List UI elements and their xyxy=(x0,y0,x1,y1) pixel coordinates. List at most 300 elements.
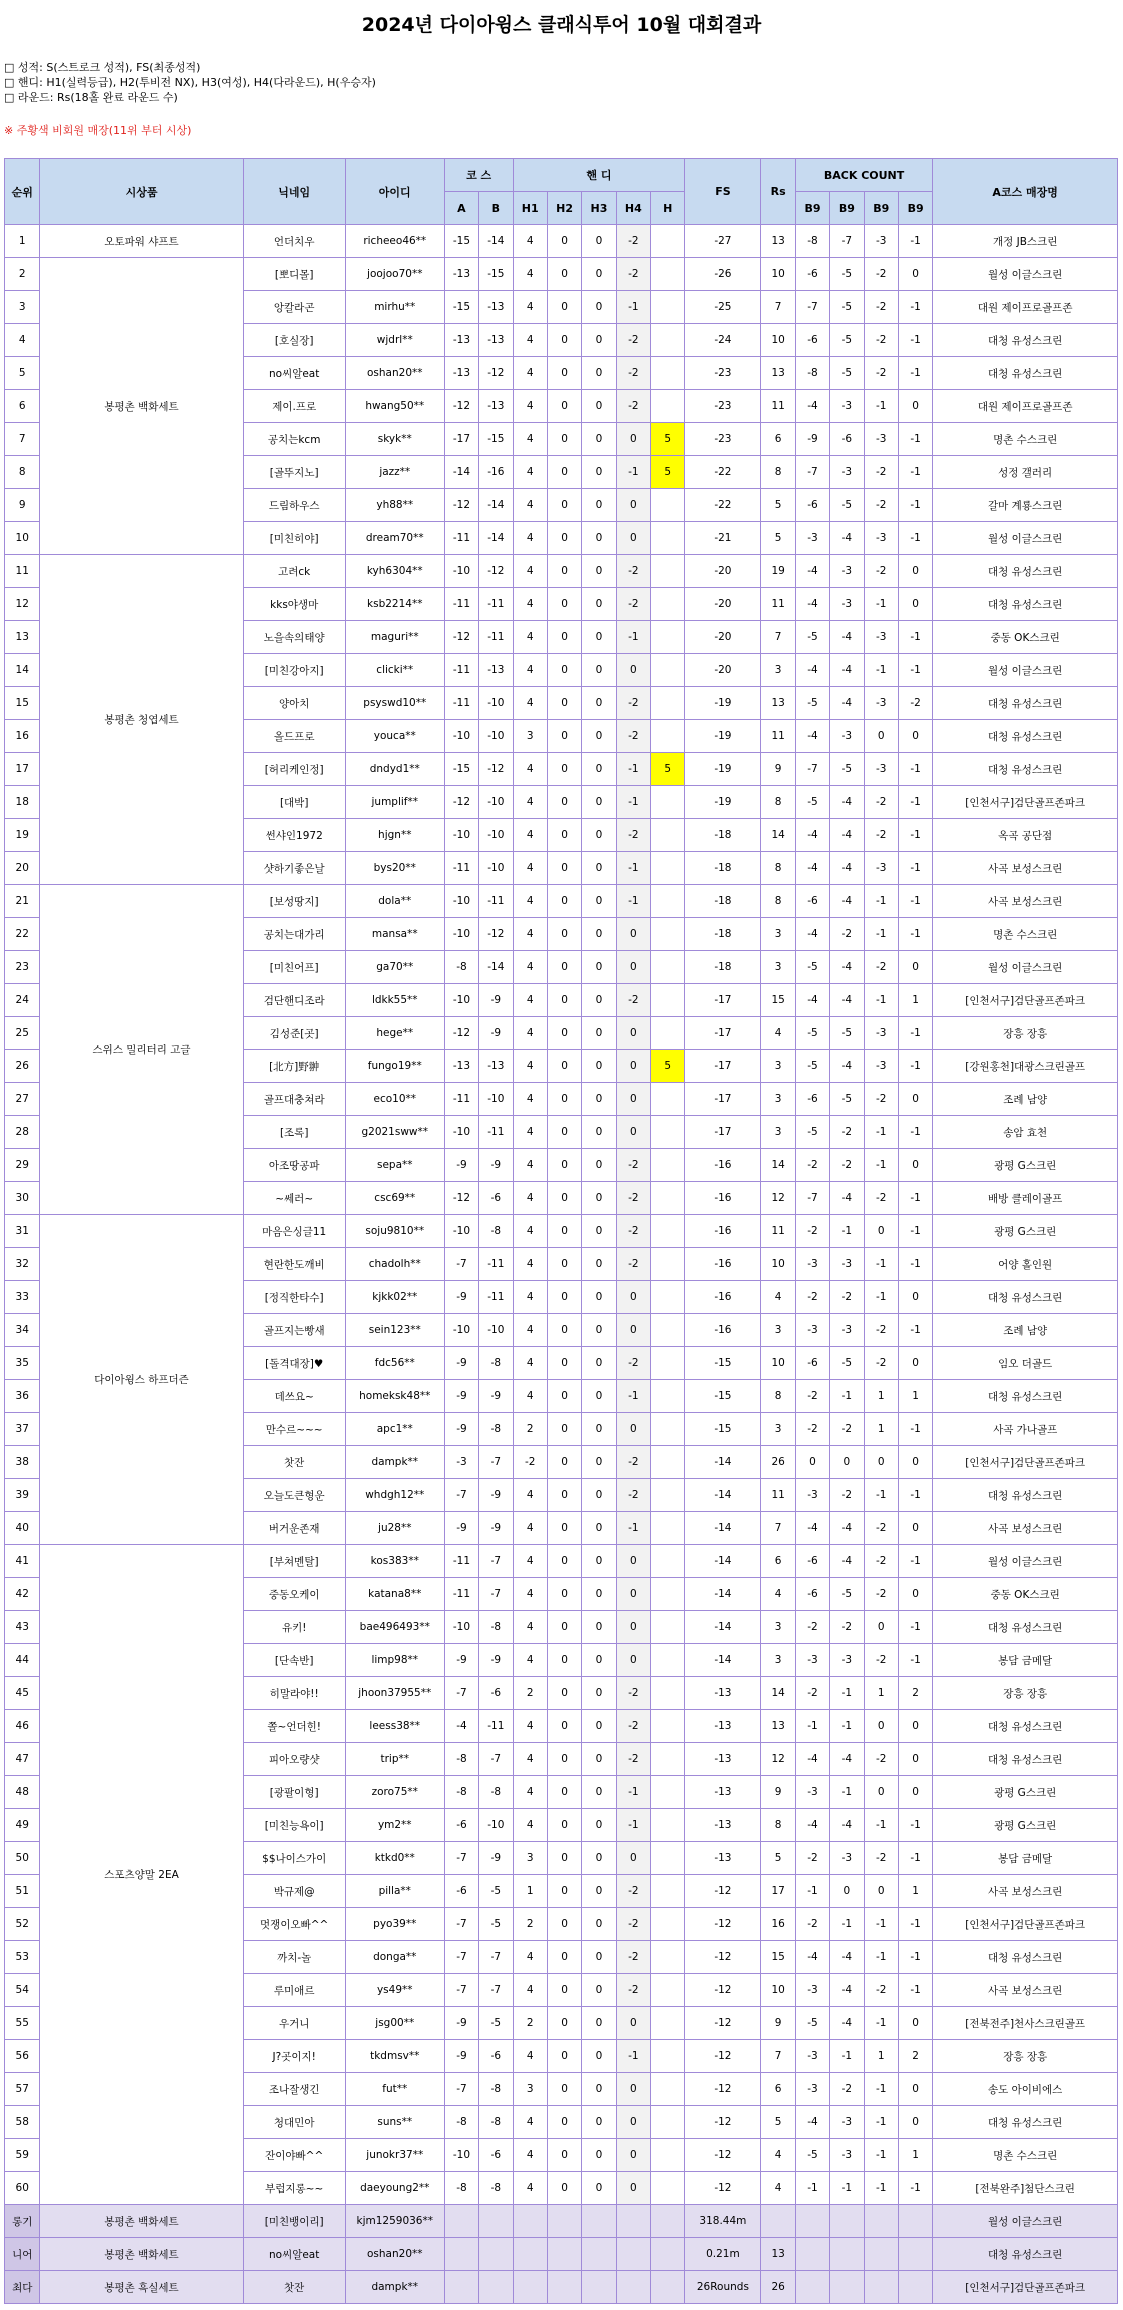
id-cell: dndyd1** xyxy=(345,753,444,786)
h3-cell: 0 xyxy=(582,720,616,753)
b9-4-cell: -1 xyxy=(898,1215,932,1248)
rank-cell: 16 xyxy=(5,720,40,753)
fs-cell: -14 xyxy=(685,1479,761,1512)
a-cell: -10 xyxy=(444,1215,478,1248)
h4-cell: -1 xyxy=(616,1776,650,1809)
b9-2-cell: -5 xyxy=(830,753,864,786)
a-cell: -11 xyxy=(444,1083,478,1116)
h3-cell: 0 xyxy=(582,1281,616,1314)
rank-cell: 15 xyxy=(5,687,40,720)
h-cell xyxy=(651,1644,685,1677)
award-nickname: no씨알eat xyxy=(243,2238,345,2271)
b9-2-cell: -5 xyxy=(830,489,864,522)
h1-cell: 4 xyxy=(513,1776,547,1809)
award-fs: 318.44m xyxy=(685,2205,761,2238)
b9-3-cell: -2 xyxy=(864,357,898,390)
nickname-cell: 버거운존재 xyxy=(243,1512,345,1545)
award-prize: 봉평촌 백화세트 xyxy=(40,2205,243,2238)
rs-cell: 4 xyxy=(761,2172,795,2205)
award-rs: 26 xyxy=(761,2271,795,2304)
id-cell: fdc56** xyxy=(345,1347,444,1380)
b9-2-cell: -2 xyxy=(830,1149,864,1182)
b9-4-cell: 0 xyxy=(898,588,932,621)
h3-cell: 0 xyxy=(582,1545,616,1578)
rank-cell: 51 xyxy=(5,1875,40,1908)
b9-2-cell: -4 xyxy=(830,1974,864,2007)
h4-cell: -2 xyxy=(616,1743,650,1776)
award-id: oshan20** xyxy=(345,2238,444,2271)
b9-2-cell: -4 xyxy=(830,786,864,819)
rs-cell: 3 xyxy=(761,654,795,687)
b9-2-cell: -3 xyxy=(830,2106,864,2139)
b9-1-cell: -5 xyxy=(795,1050,829,1083)
h2-cell: 0 xyxy=(547,753,581,786)
b9-4-cell: -1 xyxy=(898,1809,932,1842)
h2-cell: 0 xyxy=(547,1578,581,1611)
b-cell: -13 xyxy=(479,291,513,324)
a-cell: -10 xyxy=(444,720,478,753)
fs-cell: -13 xyxy=(685,1842,761,1875)
h4-cell: -2 xyxy=(616,324,650,357)
b9-1-cell: -6 xyxy=(795,885,829,918)
header-h1: H1 xyxy=(513,192,547,225)
rs-cell: 4 xyxy=(761,1017,795,1050)
nickname-cell: no씨알eat xyxy=(243,357,345,390)
b-cell: -8 xyxy=(479,1215,513,1248)
id-cell: ym2** xyxy=(345,1809,444,1842)
b9-3-cell: -1 xyxy=(864,390,898,423)
store-cell: 월성 이글스크린 xyxy=(933,522,1118,555)
fs-cell: -18 xyxy=(685,885,761,918)
h4-cell: 0 xyxy=(616,1413,650,1446)
b9-1-cell: -3 xyxy=(795,1479,829,1512)
nickname-cell: ~쎄러~ xyxy=(243,1182,345,1215)
prize-cell: 봉평촌 백화세트 xyxy=(40,258,243,555)
h3-cell: 0 xyxy=(582,456,616,489)
nickname-cell: 피아오량샷 xyxy=(243,1743,345,1776)
a-cell: -15 xyxy=(444,753,478,786)
h-cell xyxy=(651,1743,685,1776)
b9-3-cell: -3 xyxy=(864,753,898,786)
a-cell: -4 xyxy=(444,1710,478,1743)
h2-cell: 0 xyxy=(547,1809,581,1842)
fs-cell: -19 xyxy=(685,720,761,753)
rs-cell: 3 xyxy=(761,1611,795,1644)
b-cell: -14 xyxy=(479,489,513,522)
award-rs: 13 xyxy=(761,2238,795,2271)
b-cell: -8 xyxy=(479,2106,513,2139)
b9-2-cell: -3 xyxy=(830,456,864,489)
h-cell xyxy=(651,918,685,951)
id-cell: yh88** xyxy=(345,489,444,522)
store-cell: 송암 효천 xyxy=(933,1116,1118,1149)
h4-cell: -2 xyxy=(616,588,650,621)
fs-cell: -24 xyxy=(685,324,761,357)
fs-cell: -12 xyxy=(685,1908,761,1941)
b9-1-cell: -4 xyxy=(795,819,829,852)
fs-cell: -17 xyxy=(685,1050,761,1083)
h3-cell: 0 xyxy=(582,1677,616,1710)
empty-cell xyxy=(513,2271,547,2304)
h-cell xyxy=(651,1512,685,1545)
store-cell: 명촌 수스크린 xyxy=(933,918,1118,951)
b9-1-cell: 0 xyxy=(795,1446,829,1479)
h1-cell: 4 xyxy=(513,621,547,654)
empty-cell xyxy=(547,2238,581,2271)
b-cell: -10 xyxy=(479,1083,513,1116)
rs-cell: 3 xyxy=(761,1413,795,1446)
store-cell: [인천서구]검단골프존파크 xyxy=(933,786,1118,819)
rs-cell: 9 xyxy=(761,1776,795,1809)
rs-cell: 6 xyxy=(761,1545,795,1578)
a-cell: -15 xyxy=(444,225,478,258)
fs-cell: -23 xyxy=(685,390,761,423)
h-cell xyxy=(651,2073,685,2106)
h1-cell: 4 xyxy=(513,588,547,621)
rank-cell: 2 xyxy=(5,258,40,291)
rs-cell: 19 xyxy=(761,555,795,588)
h4-cell: -2 xyxy=(616,555,650,588)
h2-cell: 0 xyxy=(547,1017,581,1050)
b9-4-cell: -1 xyxy=(898,918,932,951)
h4-cell: -2 xyxy=(616,357,650,390)
id-cell: sepa** xyxy=(345,1149,444,1182)
empty-cell xyxy=(513,2238,547,2271)
rs-cell: 4 xyxy=(761,1578,795,1611)
legend-round: □ 라운드: Rs(18홀 완료 라운드 수) xyxy=(4,91,178,104)
b9-1-cell: -4 xyxy=(795,1941,829,1974)
h-cell xyxy=(651,1380,685,1413)
b9-1-cell: -2 xyxy=(795,1842,829,1875)
a-cell: -9 xyxy=(444,1281,478,1314)
rank-cell: 38 xyxy=(5,1446,40,1479)
h2-cell: 0 xyxy=(547,1842,581,1875)
nickname-cell: [미친능욕이] xyxy=(243,1809,345,1842)
fs-cell: -12 xyxy=(685,2007,761,2040)
award-label: 롱기 xyxy=(5,2205,40,2238)
nickname-cell: 아조땅공파 xyxy=(243,1149,345,1182)
h4-cell: -1 xyxy=(616,1512,650,1545)
id-cell: ga70** xyxy=(345,951,444,984)
b9-3-cell: 1 xyxy=(864,1677,898,1710)
h-cell xyxy=(651,720,685,753)
h3-cell: 0 xyxy=(582,291,616,324)
rs-cell: 10 xyxy=(761,324,795,357)
h2-cell: 0 xyxy=(547,357,581,390)
h-cell xyxy=(651,951,685,984)
h2-cell: 0 xyxy=(547,1908,581,1941)
h1-cell: 4 xyxy=(513,687,547,720)
id-cell: hwang50** xyxy=(345,390,444,423)
id-cell: bae496493** xyxy=(345,1611,444,1644)
store-cell: 장흥 장흥 xyxy=(933,2040,1118,2073)
b9-3-cell: -2 xyxy=(864,1182,898,1215)
b-cell: -14 xyxy=(479,951,513,984)
header-h4: H4 xyxy=(616,192,650,225)
h4-cell: -2 xyxy=(616,984,650,1017)
h2-cell: 0 xyxy=(547,555,581,588)
rank-cell: 39 xyxy=(5,1479,40,1512)
b9-4-cell: 0 xyxy=(898,1149,932,1182)
fs-cell: -14 xyxy=(685,1512,761,1545)
a-cell: -11 xyxy=(444,654,478,687)
h1-cell: 4 xyxy=(513,951,547,984)
b9-2-cell: -3 xyxy=(830,1842,864,1875)
nickname-cell: [호실장] xyxy=(243,324,345,357)
fs-cell: -18 xyxy=(685,819,761,852)
a-cell: -9 xyxy=(444,2007,478,2040)
h3-cell: 0 xyxy=(582,1776,616,1809)
b9-2-cell: -5 xyxy=(830,1347,864,1380)
h3-cell: 0 xyxy=(582,1743,616,1776)
h3-cell: 0 xyxy=(582,390,616,423)
b9-1-cell: -4 xyxy=(795,918,829,951)
b9-4-cell: -1 xyxy=(898,423,932,456)
store-cell: 봉담 금메달 xyxy=(933,1842,1118,1875)
h1-cell: 4 xyxy=(513,1281,547,1314)
h2-cell: 0 xyxy=(547,720,581,753)
b9-3-cell: -1 xyxy=(864,654,898,687)
b9-3-cell: -2 xyxy=(864,1083,898,1116)
a-cell: -13 xyxy=(444,1050,478,1083)
fs-cell: -17 xyxy=(685,1017,761,1050)
a-cell: -7 xyxy=(444,1908,478,1941)
h-cell xyxy=(651,1083,685,1116)
b9-4-cell: 0 xyxy=(898,2106,932,2139)
fs-cell: -14 xyxy=(685,1446,761,1479)
b-cell: -8 xyxy=(479,1776,513,1809)
prize-cell: 스위스 밀리터리 고글 xyxy=(40,885,243,1215)
b-cell: -8 xyxy=(479,1413,513,1446)
a-cell: -8 xyxy=(444,1776,478,1809)
b9-3-cell: 0 xyxy=(864,1776,898,1809)
b9-2-cell: -5 xyxy=(830,258,864,291)
h4-cell: 0 xyxy=(616,1611,650,1644)
id-cell: maguri** xyxy=(345,621,444,654)
b-cell: -7 xyxy=(479,1941,513,1974)
results-body xyxy=(5,225,1118,2304)
b-cell: -10 xyxy=(479,687,513,720)
rank-cell: 25 xyxy=(5,1017,40,1050)
empty-cell xyxy=(830,2238,864,2271)
id-cell: donga** xyxy=(345,1941,444,1974)
empty-cell xyxy=(444,2271,478,2304)
b9-2-cell: -1 xyxy=(830,2172,864,2205)
store-cell: 대청 유성스크린 xyxy=(933,753,1118,786)
b9-3-cell: -1 xyxy=(864,2139,898,2172)
b9-4-cell: -1 xyxy=(898,1908,932,1941)
b9-4-cell: -1 xyxy=(898,1017,932,1050)
fs-cell: -16 xyxy=(685,1215,761,1248)
nickname-cell: 검단핸디조라 xyxy=(243,984,345,1017)
b9-3-cell: -2 xyxy=(864,1578,898,1611)
b9-1-cell: -6 xyxy=(795,489,829,522)
nickname-cell: [미친히야] xyxy=(243,522,345,555)
b9-1-cell: -4 xyxy=(795,2106,829,2139)
b9-4-cell: 2 xyxy=(898,1677,932,1710)
store-cell: 개정 JB스크린 xyxy=(933,225,1118,258)
nickname-cell: [골뚜지노] xyxy=(243,456,345,489)
rs-cell: 26 xyxy=(761,1446,795,1479)
b9-4-cell: -1 xyxy=(898,1545,932,1578)
rank-cell: 24 xyxy=(5,984,40,1017)
h4-cell: -2 xyxy=(616,1974,650,2007)
b9-2-cell: -4 xyxy=(830,1050,864,1083)
b9-3-cell: -3 xyxy=(864,1017,898,1050)
h1-cell: 4 xyxy=(513,456,547,489)
b9-1-cell: -4 xyxy=(795,720,829,753)
rank-cell: 52 xyxy=(5,1908,40,1941)
b9-3-cell: -2 xyxy=(864,258,898,291)
b9-2-cell: -2 xyxy=(830,2073,864,2106)
fs-cell: -18 xyxy=(685,852,761,885)
b9-3-cell: -1 xyxy=(864,2172,898,2205)
nickname-cell: 현란한도깨비 xyxy=(243,1248,345,1281)
rank-cell: 3 xyxy=(5,291,40,324)
empty-cell xyxy=(582,2238,616,2271)
b-cell: -7 xyxy=(479,1578,513,1611)
b9-2-cell: -4 xyxy=(830,1809,864,1842)
b9-4-cell: 0 xyxy=(898,1776,932,1809)
b9-1-cell: -6 xyxy=(795,1083,829,1116)
prize-cell: 다이아윙스 하프더즌 xyxy=(40,1215,243,1545)
store-cell: 중동 OK스크린 xyxy=(933,1578,1118,1611)
store-cell: 조례 남양 xyxy=(933,1083,1118,1116)
b9-1-cell: -3 xyxy=(795,2040,829,2073)
b9-4-cell: 0 xyxy=(898,1446,932,1479)
b9-1-cell: -5 xyxy=(795,2139,829,2172)
rs-cell: 4 xyxy=(761,2139,795,2172)
fs-cell: -19 xyxy=(685,753,761,786)
fs-cell: -13 xyxy=(685,1743,761,1776)
nickname-cell: 잔이야빠^^ xyxy=(243,2139,345,2172)
h3-cell: 0 xyxy=(582,687,616,720)
h-cell xyxy=(651,489,685,522)
b9-4-cell: -1 xyxy=(898,489,932,522)
b-cell: -11 xyxy=(479,1281,513,1314)
h-cell: 5 xyxy=(651,1050,685,1083)
b9-1-cell: -4 xyxy=(795,588,829,621)
a-cell: -15 xyxy=(444,291,478,324)
b9-4-cell: -1 xyxy=(898,1644,932,1677)
fs-cell: -27 xyxy=(685,225,761,258)
b9-2-cell: 0 xyxy=(830,1446,864,1479)
h2-cell: 0 xyxy=(547,2007,581,2040)
b9-1-cell: -3 xyxy=(795,522,829,555)
empty-cell xyxy=(616,2238,650,2271)
fs-cell: -12 xyxy=(685,1875,761,1908)
h-cell xyxy=(651,984,685,1017)
rs-cell: 3 xyxy=(761,951,795,984)
header-b: B xyxy=(479,192,513,225)
h3-cell: 0 xyxy=(582,1644,616,1677)
h2-cell: 0 xyxy=(547,1512,581,1545)
id-cell: hege** xyxy=(345,1017,444,1050)
b9-3-cell: -2 xyxy=(864,1347,898,1380)
empty-cell xyxy=(864,2271,898,2304)
b9-1-cell: -7 xyxy=(795,456,829,489)
h2-cell: 0 xyxy=(547,1050,581,1083)
fs-cell: -18 xyxy=(685,951,761,984)
header-h2: H2 xyxy=(547,192,581,225)
rank-cell: 45 xyxy=(5,1677,40,1710)
b9-2-cell: -2 xyxy=(830,1611,864,1644)
award-fs: 26Rounds xyxy=(685,2271,761,2304)
store-cell: 사곡 보성스크린 xyxy=(933,852,1118,885)
nickname-cell: 마음은싱글11 xyxy=(243,1215,345,1248)
rs-cell: 5 xyxy=(761,489,795,522)
award-label: 최다 xyxy=(5,2271,40,2304)
h2-cell: 0 xyxy=(547,2040,581,2073)
a-cell: -12 xyxy=(444,786,478,819)
rs-cell: 12 xyxy=(761,1182,795,1215)
h2-cell: 0 xyxy=(547,687,581,720)
b-cell: -11 xyxy=(479,885,513,918)
id-cell: joojoo70** xyxy=(345,258,444,291)
rank-cell: 26 xyxy=(5,1050,40,1083)
nickname-cell: 올드프로 xyxy=(243,720,345,753)
b-cell: -11 xyxy=(479,1710,513,1743)
id-cell: homeksk48** xyxy=(345,1380,444,1413)
id-cell: csc69** xyxy=(345,1182,444,1215)
b9-3-cell: -1 xyxy=(864,1149,898,1182)
h2-cell: 0 xyxy=(547,1941,581,1974)
b9-4-cell: 0 xyxy=(898,1347,932,1380)
h4-cell: -2 xyxy=(616,1908,650,1941)
store-cell: 광평 G스크린 xyxy=(933,1776,1118,1809)
h1-cell: 4 xyxy=(513,918,547,951)
b-cell: -11 xyxy=(479,621,513,654)
id-cell: ys49** xyxy=(345,1974,444,2007)
nickname-cell: 노을속의태양 xyxy=(243,621,345,654)
nickname-cell: 멋쟁이오빠^^ xyxy=(243,1908,345,1941)
h3-cell: 0 xyxy=(582,1017,616,1050)
b9-2-cell: -6 xyxy=(830,423,864,456)
h3-cell: 0 xyxy=(582,489,616,522)
b-cell: -12 xyxy=(479,555,513,588)
b9-4-cell: -1 xyxy=(898,1116,932,1149)
rank-cell: 29 xyxy=(5,1149,40,1182)
b-cell: -13 xyxy=(479,390,513,423)
h3-cell: 0 xyxy=(582,1347,616,1380)
fs-cell: -12 xyxy=(685,2106,761,2139)
h2-cell: 0 xyxy=(547,1776,581,1809)
store-cell: 대청 유성스크린 xyxy=(933,1941,1118,1974)
id-cell: jumplif** xyxy=(345,786,444,819)
rs-cell: 7 xyxy=(761,291,795,324)
a-cell: -10 xyxy=(444,1611,478,1644)
h2-cell: 0 xyxy=(547,1875,581,1908)
h4-cell: -1 xyxy=(616,291,650,324)
id-cell: kos383** xyxy=(345,1545,444,1578)
h2-cell: 0 xyxy=(547,1083,581,1116)
h4-cell: -1 xyxy=(616,456,650,489)
b9-1-cell: -1 xyxy=(795,1875,829,1908)
table-row xyxy=(5,885,1118,918)
h-cell xyxy=(651,1974,685,2007)
rank-cell: 8 xyxy=(5,456,40,489)
rank-cell: 48 xyxy=(5,1776,40,1809)
b9-4-cell: -1 xyxy=(898,819,932,852)
store-cell: [인천서구]검단골프존파크 xyxy=(933,1908,1118,1941)
a-cell: -9 xyxy=(444,1413,478,1446)
prize-cell: 봉평촌 청엽세트 xyxy=(40,555,243,885)
a-cell: -9 xyxy=(444,1380,478,1413)
nickname-cell: [정직한타수] xyxy=(243,1281,345,1314)
h2-cell: 0 xyxy=(547,918,581,951)
nickname-cell: 골프대충쳐라 xyxy=(243,1083,345,1116)
b9-4-cell: -1 xyxy=(898,357,932,390)
